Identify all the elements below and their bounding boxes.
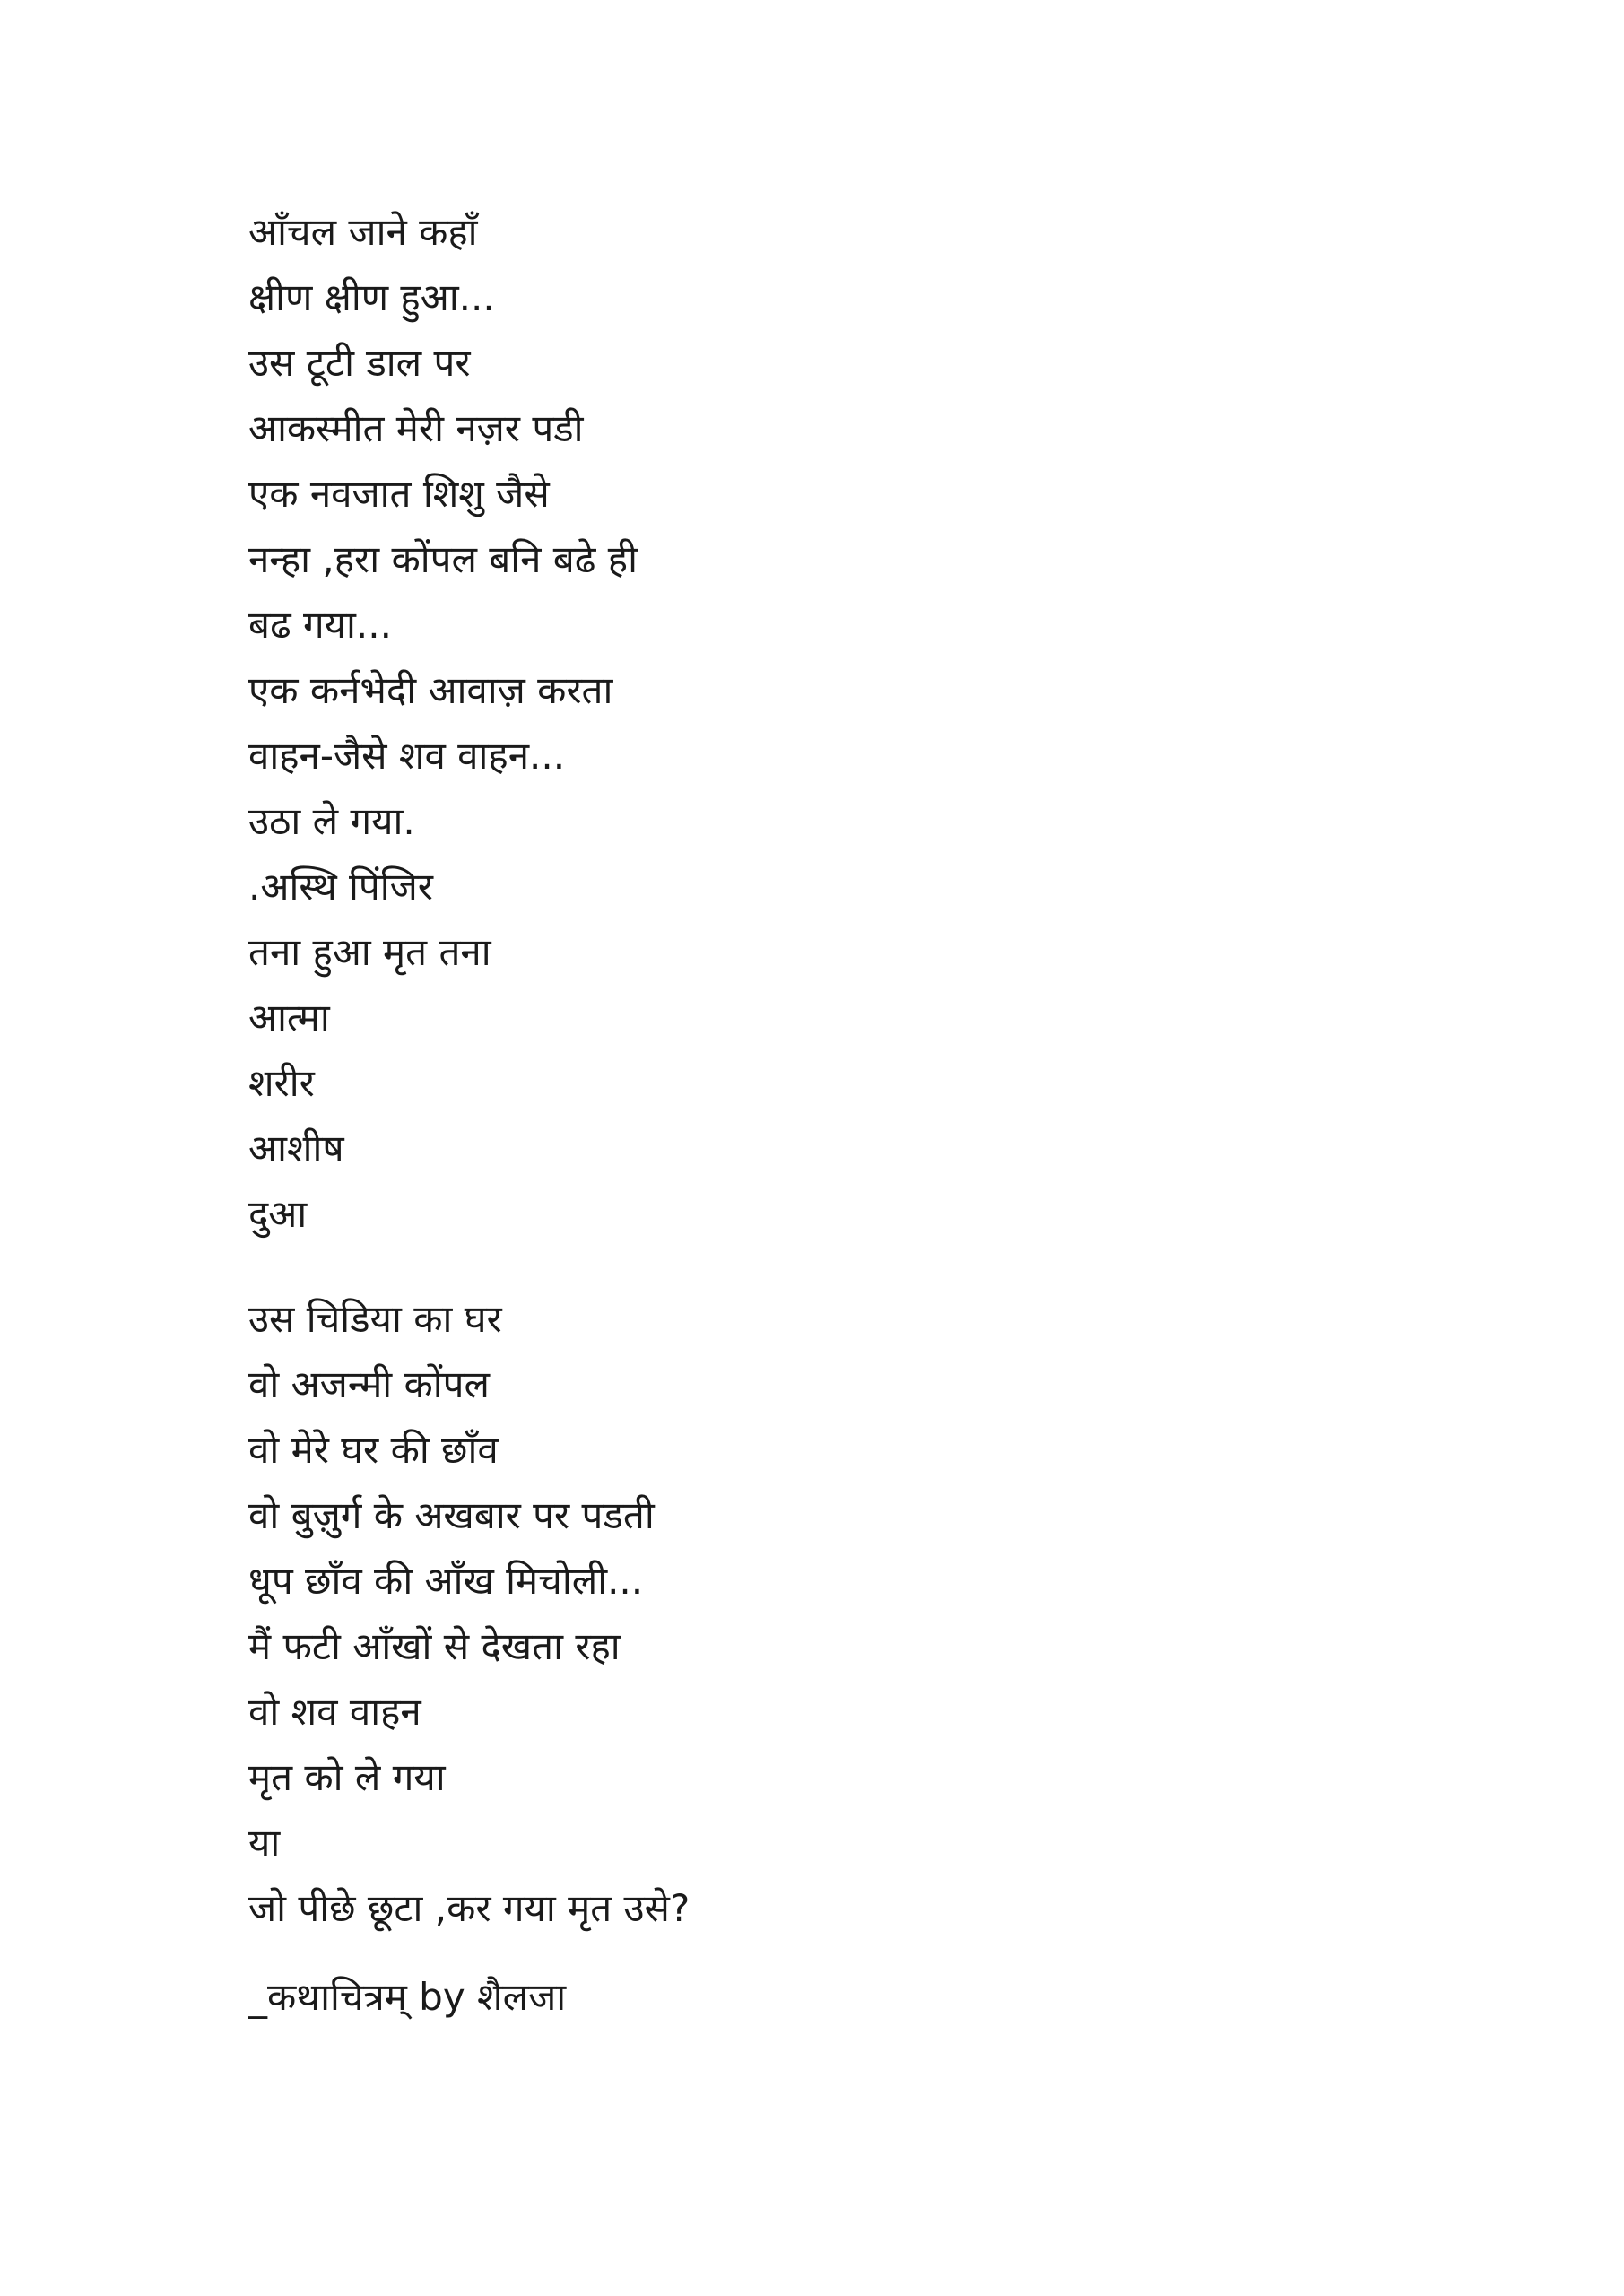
poem-line: आँचल जाने कहाँ xyxy=(248,210,478,254)
stanza-2 xyxy=(248,1286,1414,1941)
poem-line: वाहन-जैसे शव वाहन... xyxy=(248,734,566,778)
poem-line: वो शव वाहन xyxy=(248,1690,421,1734)
poem-line: आत्मा xyxy=(248,996,330,1039)
poem-line: धूप छाँव की आँख मिचोली... xyxy=(248,1559,644,1603)
poem-line: आशीष xyxy=(248,1126,344,1170)
stanza-1 xyxy=(248,199,1414,1247)
poem-line: बढ गया... xyxy=(248,603,392,647)
signature-divider xyxy=(248,1941,1414,1964)
poem-line: शरीर xyxy=(248,1061,315,1105)
poem-line: एक नवजात शिशु जैसे xyxy=(248,472,550,516)
poem-line: या xyxy=(248,1821,281,1865)
poem-line: नन्हा ,हरा कोंपल बनि बढे ही xyxy=(248,537,638,581)
poem-line: वो मेरे घर की छाँव xyxy=(248,1428,499,1472)
poem-line: वो बुज़ुर्ग के अखबार पर पडती xyxy=(248,1493,655,1537)
poem-line: एक कर्नभेदी आवाज़ करता xyxy=(248,668,613,712)
author-signature: _कथाचित्रम् by शैलजा xyxy=(248,1975,567,2019)
poem-line: उस टूटी डाल पर xyxy=(248,341,471,385)
poem-line: उठा ले गया. xyxy=(248,799,415,843)
poem-line: .अस्थि पिंजिर xyxy=(248,865,433,909)
poem-line: आकस्मीत मेरी नज़र पडी xyxy=(248,406,584,450)
poem-line: उस चिडिया का घर xyxy=(248,1297,502,1341)
poem-line: क्षीण क्षीण हुआ... xyxy=(248,275,495,319)
poem-line: दुआ xyxy=(248,1192,308,1236)
poem-line: मैं फटी आँखों से देखता रहा xyxy=(248,1624,621,1668)
poem-line: वो अजन्मी कोंपल xyxy=(248,1362,490,1406)
poem-line: तना हुआ मृत तना xyxy=(248,930,491,974)
poem-line: जो पीछे छूटा ,कर गया मृत उसे? xyxy=(248,1886,690,1930)
poem-text xyxy=(248,199,1414,2030)
poem-line: मृत को ले गया xyxy=(248,1755,446,1799)
stanza-divider xyxy=(248,1247,1414,1286)
